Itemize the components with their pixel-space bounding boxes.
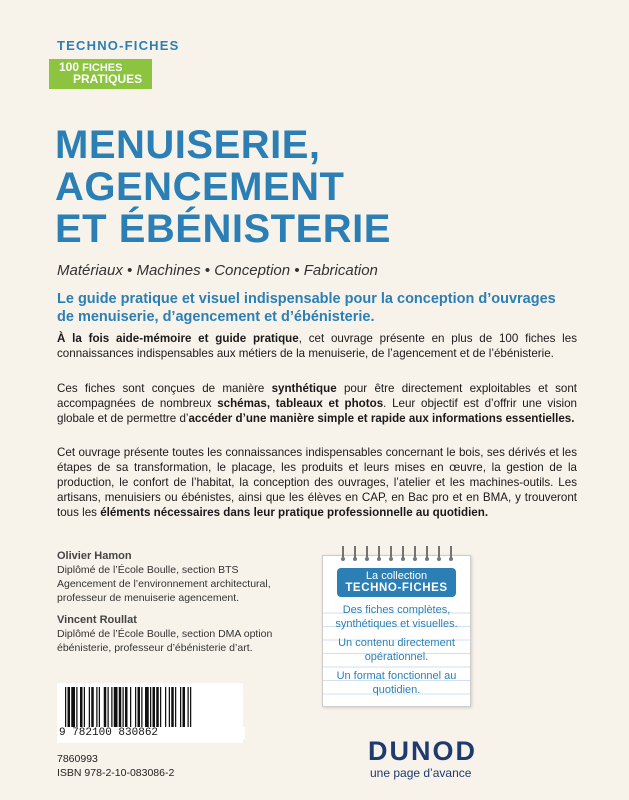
p2-text-3: . Leur objectif est d’offrir une vision globale et de permettre d’ <box>57 397 577 425</box>
book-title <box>55 124 575 250</box>
author-2-bio-1: Diplômé de l’École Boulle, section DMA option <box>57 628 273 640</box>
collection-heading-1: La collection <box>365 570 428 582</box>
collection-item-3: Un format fonctionnel au quotidien. <box>336 670 457 696</box>
author-2-name: Vincent Roullat <box>57 614 137 626</box>
author-1-bio-1: Diplômé de l’École Boulle, section BTS <box>57 564 239 576</box>
series-name: TECHNO-FICHES <box>57 38 180 53</box>
p3-text-1: Cet ouvrage présente toutes les connaissances indispensables concernant le bois, ses dérivés et les étapes de sa transformation, le placage, les produits et leurs mises en œuvre, la gestion de la production, le confort de l’habitat, la conception des ouvrages, l’atelier et les machines-outils. Les artisans, menuisiers ou ébénistes, ainsi que les élèves en CAP, en Bac pro et en BMA, y trouveront tous les <box>57 446 577 519</box>
author-1-name: Olivier Hamon <box>57 550 132 562</box>
author-1-bio-2: Agencement de l’environnement architectural, <box>57 578 271 590</box>
title-line-3: ET ÉBÉNISTERIE <box>55 207 391 251</box>
book-subtitle: Matériaux • Machines • Conception • Fabrication <box>57 262 378 279</box>
collection-item-1: Des fiches complètes, synthétiques et visuelles. <box>335 604 458 630</box>
p2-text-1: Ces fiches sont conçues de manière <box>57 382 272 395</box>
series-badge <box>49 59 152 89</box>
p1-bold: À la fois aide-mémoire et guide pratique <box>57 332 299 345</box>
badge-word2: PRATIQUES <box>73 72 143 86</box>
barcode-digits: 9 782100 830862 <box>57 727 245 739</box>
author-1 <box>57 549 271 605</box>
series-block <box>57 38 180 89</box>
p1-text: , cet ouvrage présente en plus de 100 fiches les connaissances indispensables aux métiers de la menuiserie, de l’agencement et de l’ébénisterie. <box>57 332 578 360</box>
paragraph-1 <box>57 331 577 361</box>
paragraph-2 <box>57 381 577 426</box>
collection-heading <box>337 568 456 597</box>
collection-heading-2: TECHNO-FICHES <box>345 582 448 594</box>
publisher-tagline: une page d’avance <box>370 766 472 780</box>
publisher-logo <box>368 738 477 780</box>
badge-word1: FICHES <box>82 62 123 74</box>
isbn: ISBN 978-2-10-083086-2 <box>57 767 175 779</box>
publisher-name: DUNOD <box>368 736 477 766</box>
collection-notepad <box>322 555 471 707</box>
badge-number: 100 <box>59 60 80 74</box>
p2-bold-1: synthétique <box>271 382 337 395</box>
lead-paragraph: Le guide pratique et visuel indispensable pour la conception d’ouvrages de menuiserie, d’agencement et d’ébénisterie. <box>57 291 556 325</box>
p2-bold-2: schémas, tableaux et photos <box>217 397 384 410</box>
author-2 <box>57 613 272 655</box>
collection-list <box>323 600 470 705</box>
author-2-bio-2: ébénisterie, professeur d’ébénisterie d’art. <box>57 642 253 654</box>
p3-bold-1: éléments nécessaires dans leur pratique professionnelle au quotidien. <box>100 506 489 519</box>
barcode-icon <box>57 683 243 729</box>
collection-item-2: Un contenu directement opérationnel. <box>338 637 455 663</box>
spiral-binding-icon <box>337 544 457 564</box>
paragraph-3 <box>57 445 577 520</box>
title-line-2: AGENCEMENT <box>55 165 345 209</box>
author-1-bio-3: professeur de menuiserie agencement. <box>57 592 240 604</box>
p2-text-2: pour être directement exploitables et sont accompagnées de nombreux <box>57 382 577 410</box>
p2-bold-3: accéder d’une manière simple et rapide aux informations essentielles. <box>188 412 575 425</box>
title-line-1: MENUISERIE, <box>55 123 321 167</box>
product-code: 7860993 <box>57 753 98 765</box>
